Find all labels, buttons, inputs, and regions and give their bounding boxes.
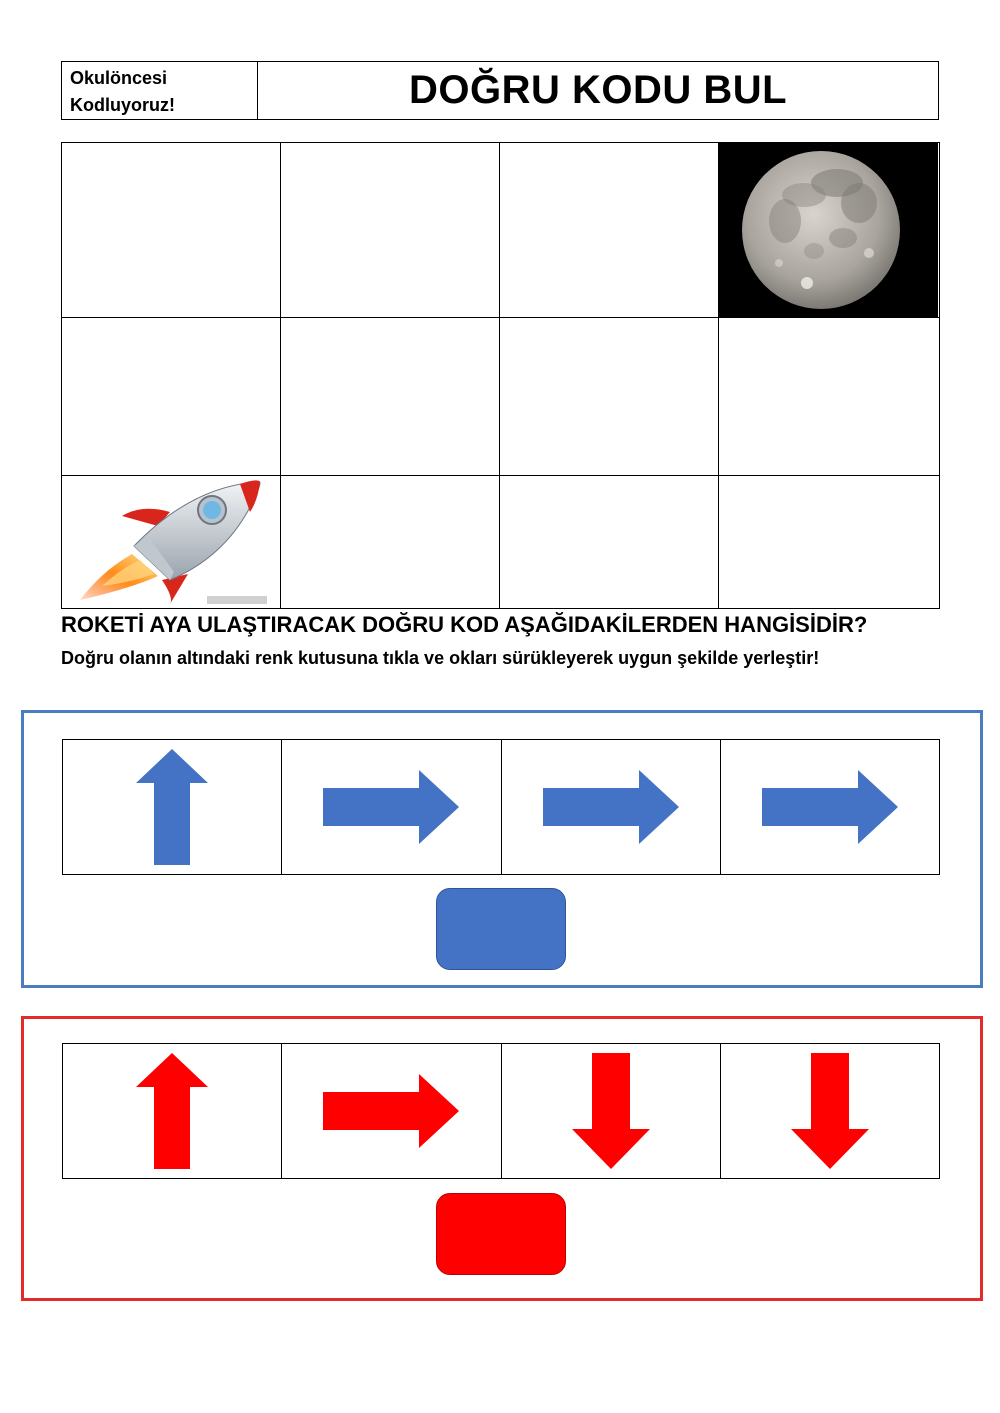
grid-cell xyxy=(718,475,940,609)
grid-cell xyxy=(61,475,281,609)
arrow-right-icon[interactable] xyxy=(323,1074,459,1148)
arrow-cell xyxy=(501,1043,721,1179)
arrow-down-icon[interactable] xyxy=(572,1053,650,1169)
header xyxy=(61,61,939,120)
arrow-row xyxy=(62,1043,940,1179)
arrow-cell xyxy=(720,739,940,875)
arrow-up-icon[interactable] xyxy=(136,1053,208,1169)
arrow-down-icon[interactable] xyxy=(791,1053,869,1169)
grid-cell xyxy=(499,317,719,476)
arrow-cell xyxy=(281,1043,501,1179)
grid-cell xyxy=(61,317,281,476)
game-grid xyxy=(61,142,939,608)
grid-cell xyxy=(499,142,719,318)
answer-box-blue[interactable] xyxy=(436,888,566,970)
arrow-right-icon[interactable] xyxy=(543,770,679,844)
arrow-row xyxy=(62,739,940,875)
grid-cell xyxy=(280,475,500,609)
arrow-up-icon[interactable] xyxy=(136,749,208,865)
brand-label xyxy=(62,62,258,119)
brand-line-1: Okulöncesi xyxy=(70,68,168,88)
grid-cell xyxy=(718,142,940,318)
option-blue xyxy=(21,710,983,988)
page-title: DOĞRU KODU BUL xyxy=(408,68,788,112)
arrow-cell xyxy=(720,1043,940,1179)
question-text: ROKETİ AYA ULAŞTIRACAK DOĞRU KOD AŞAĞIDAKİLERDEN HANGİSİDİR? xyxy=(61,612,868,637)
grid-cell xyxy=(280,142,500,318)
brand-line-2: Kodluyoruz! xyxy=(70,95,175,115)
arrow-cell xyxy=(501,739,721,875)
moon-image xyxy=(719,143,939,318)
arrow-right-icon[interactable] xyxy=(323,770,459,844)
arrow-cell xyxy=(62,1043,282,1179)
arrow-cell xyxy=(281,739,501,875)
grid-cell xyxy=(499,475,719,609)
grid-cell xyxy=(61,142,281,318)
option-red xyxy=(21,1016,983,1301)
rocket-image xyxy=(62,476,280,609)
answer-box-red[interactable] xyxy=(436,1193,566,1275)
grid-cell xyxy=(280,317,500,476)
arrow-right-icon[interactable] xyxy=(762,770,898,844)
grid-cell xyxy=(718,317,940,476)
instruction-text: Doğru olanın altındaki renk kutusuna tıkla ve okları sürükleyerek uygun şekilde yerleştir! xyxy=(61,648,820,668)
arrow-cell xyxy=(62,739,282,875)
